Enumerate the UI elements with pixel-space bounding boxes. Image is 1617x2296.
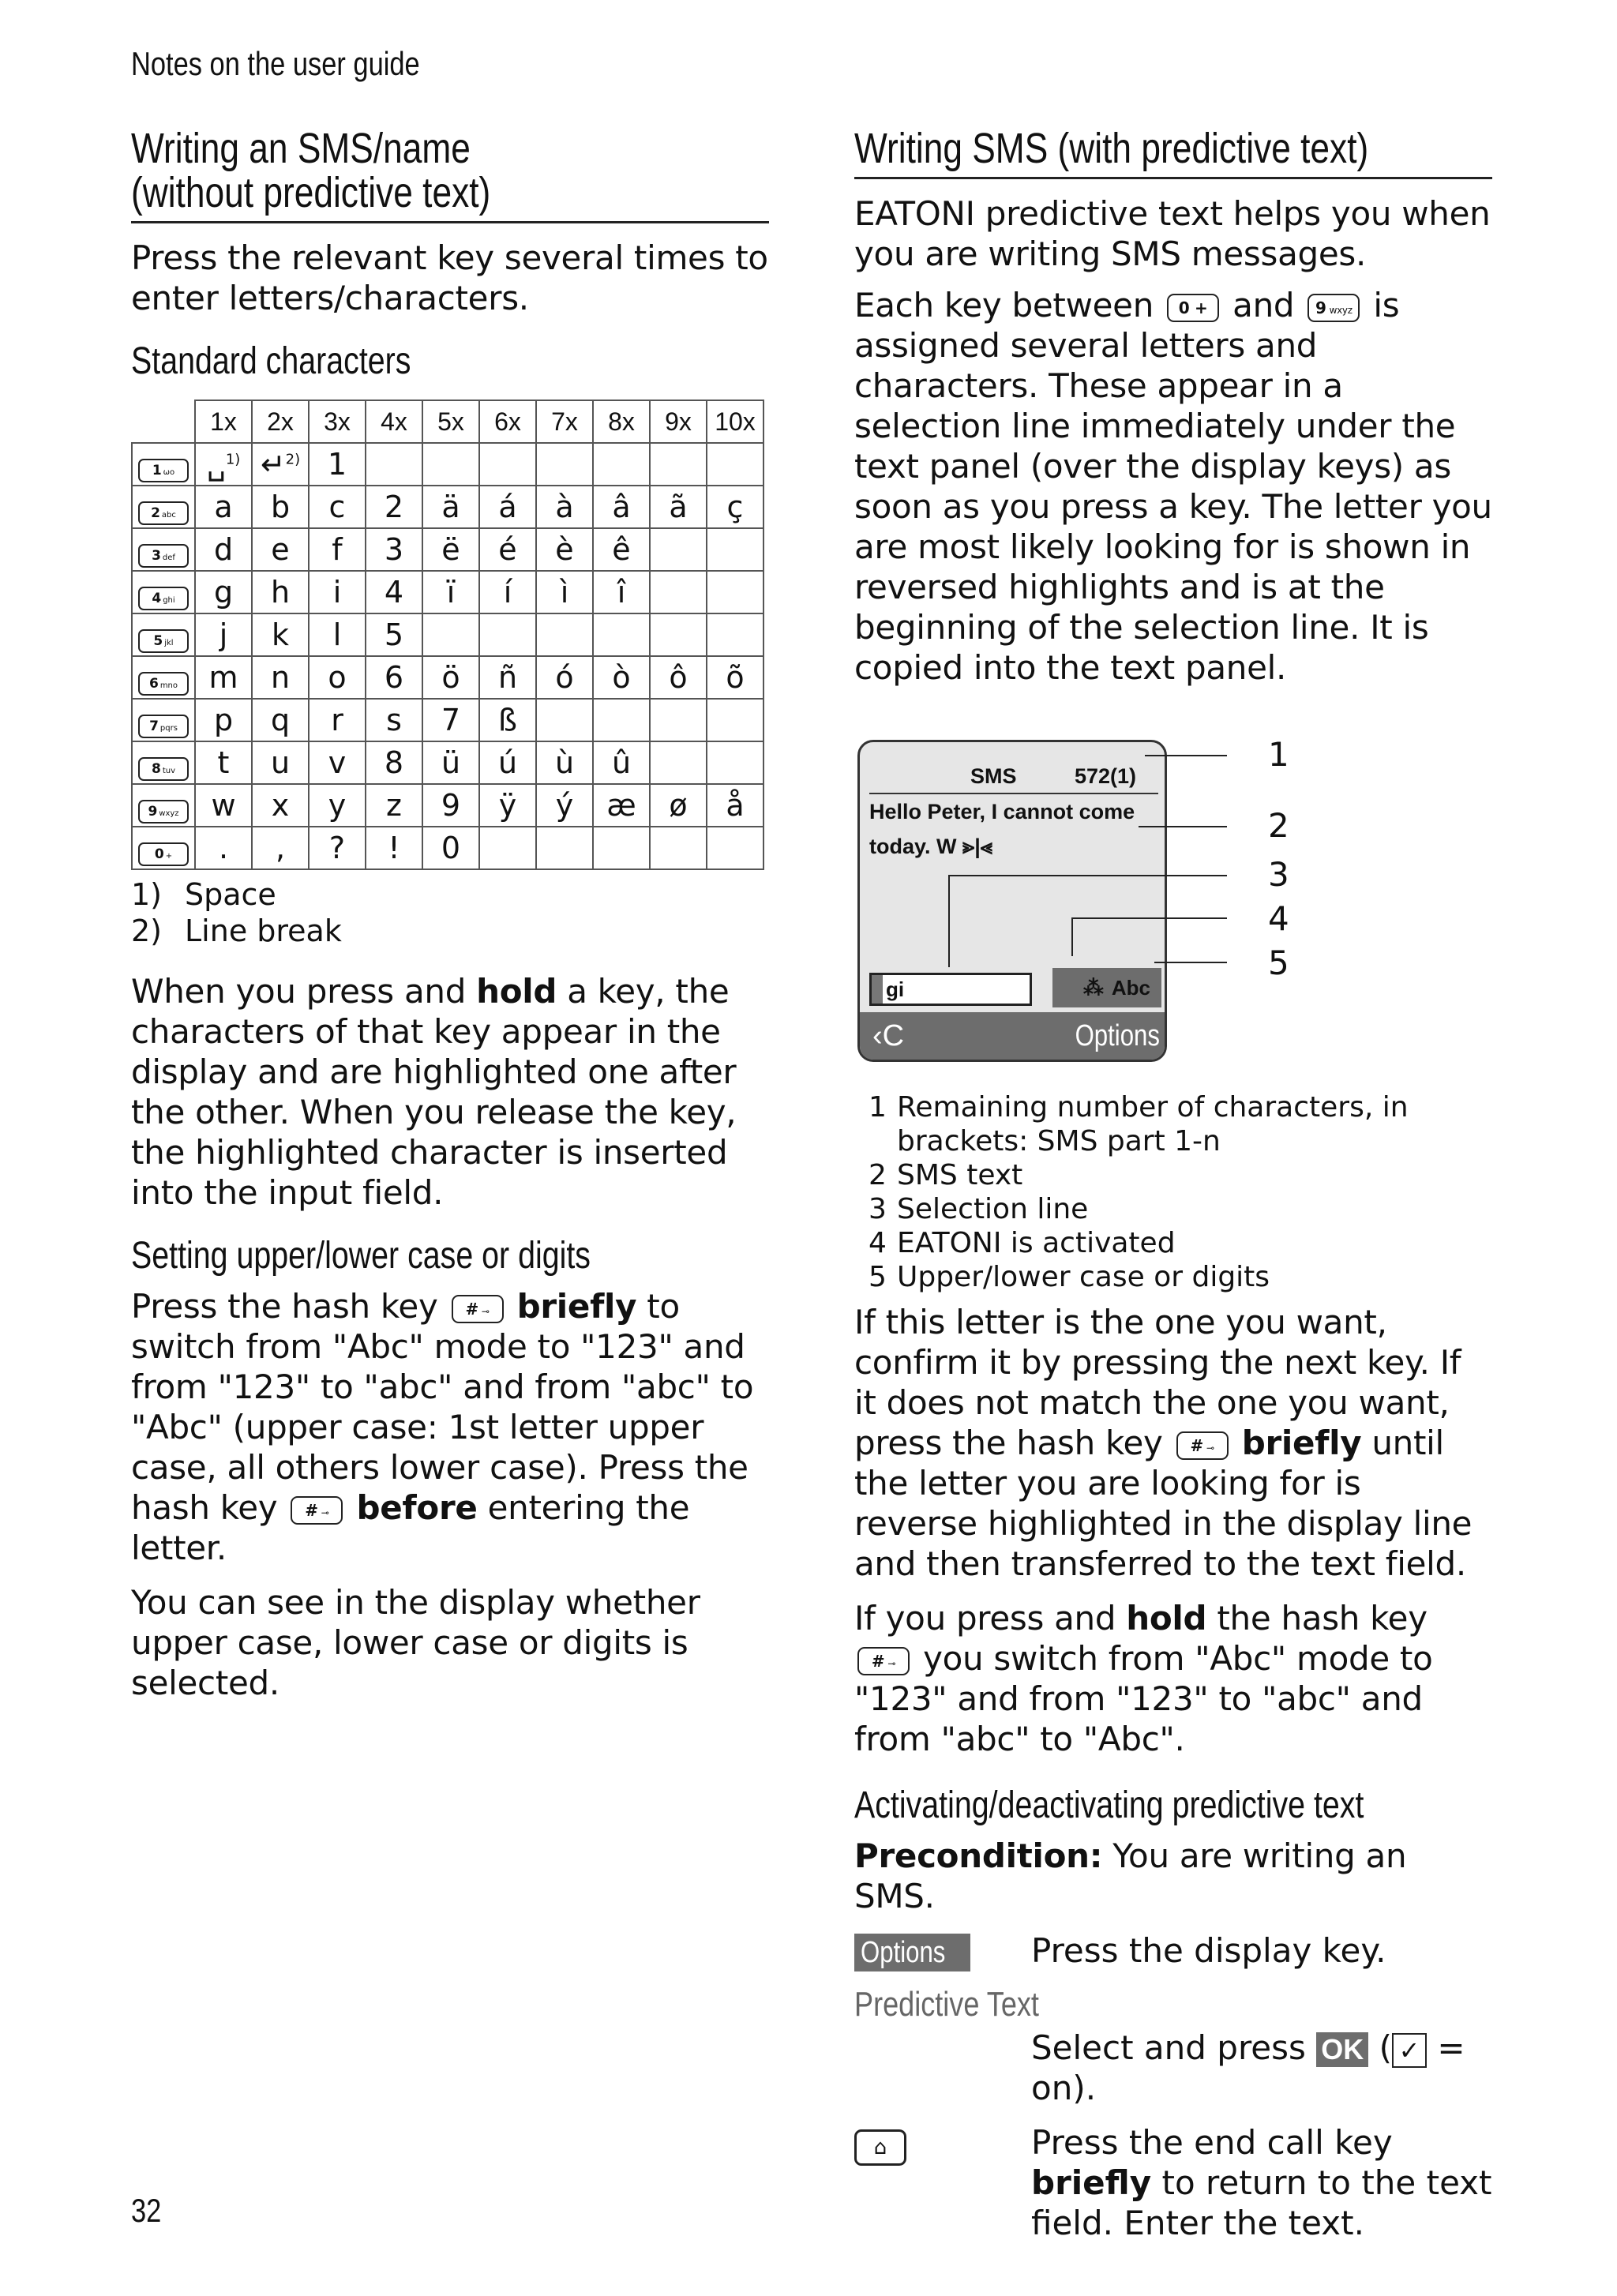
char-cell: e xyxy=(252,528,309,571)
char-cell: 5 xyxy=(366,613,422,656)
nine-key-icon: 9 wxyz xyxy=(1307,294,1360,322)
table-row xyxy=(132,613,763,656)
phone-key-icon: 1 ωο xyxy=(138,459,189,482)
hash-key-icon: # ⊸ xyxy=(291,1496,343,1525)
char-cell: ä xyxy=(422,486,479,528)
char-cell xyxy=(650,699,707,741)
char-cell: å xyxy=(707,784,763,827)
char-cell: í xyxy=(479,571,536,613)
char-cell: â xyxy=(593,486,650,528)
char-cell xyxy=(536,443,593,486)
right-section-title: Writing SMS (with predictive text) xyxy=(854,126,1492,179)
char-cell: á xyxy=(479,486,536,528)
table-row xyxy=(132,699,763,741)
char-cell xyxy=(593,699,650,741)
cursor-icon: ⪢|⪡ xyxy=(956,835,993,858)
step-select: Select and press OK ( ✓ = on). xyxy=(1031,2028,1465,2107)
char-cell: î xyxy=(593,571,650,613)
char-cell: ! xyxy=(366,827,422,869)
left-section-title: Writing an SMS/name (without predictive text) xyxy=(131,126,769,223)
case-indicator: ⁂ Abc xyxy=(1052,968,1161,1007)
key-cell xyxy=(132,784,195,827)
table-row xyxy=(132,528,763,571)
char-cell xyxy=(707,827,763,869)
table-row xyxy=(132,656,763,699)
char-cell: s xyxy=(366,699,422,741)
keys-paragraph: Each key between 0 + and 9 wxyz is assigned several letters and characters. These appear in a selection line immediately under the text panel (over the display keys) as soon as you press a key. The letter you are most likely looking for is shown in reversed highlights and is at the beginning of the selection line. It is copied into the text panel. xyxy=(854,286,1492,687)
char-cell xyxy=(422,443,479,486)
activating-heading: Activating/deactivating predictive text xyxy=(854,1784,1364,1826)
header-cell: 3x xyxy=(309,400,366,443)
header-cell: 7x xyxy=(536,400,593,443)
char-cell xyxy=(707,528,763,571)
char-cell xyxy=(479,443,536,486)
char-cell: ö xyxy=(422,656,479,699)
char-cell: ì xyxy=(536,571,593,613)
char-cell: ê xyxy=(593,528,650,571)
table-header-row xyxy=(132,400,763,443)
char-cell xyxy=(536,613,593,656)
case-heading: Setting upper/lower case or digits xyxy=(131,1235,591,1277)
char-cell: ã xyxy=(650,486,707,528)
char-cell: p xyxy=(195,699,252,741)
char-cell: 7 xyxy=(422,699,479,741)
char-cell xyxy=(593,827,650,869)
char-cell: û xyxy=(593,741,650,784)
char-cell: 6 xyxy=(366,656,422,699)
header-cell: 6x xyxy=(479,400,536,443)
callout-number: 5 xyxy=(1268,944,1289,982)
character-table xyxy=(131,400,764,870)
char-cell: ü xyxy=(422,741,479,784)
key-cell xyxy=(132,443,195,486)
key-cell xyxy=(132,656,195,699)
header-cell: 4x xyxy=(366,400,422,443)
legend-item: 2 SMS text xyxy=(869,1159,1023,1191)
char-cell xyxy=(479,827,536,869)
char-cell: ó xyxy=(536,656,593,699)
char-cell xyxy=(422,613,479,656)
key-cell xyxy=(132,827,195,869)
phone-screen: SMS 572(1) Hello Peter, I cannot come today. W ⪢|⪡ gi ⁂ Abc ‹C Options xyxy=(857,740,1167,1062)
char-cell: b xyxy=(252,486,309,528)
char-cell: , xyxy=(252,827,309,869)
step-end-call: ⌂ Press the end call key briefly to return to the text field. Enter the text. xyxy=(854,2122,1492,2243)
char-cell: r xyxy=(309,699,366,741)
standard-characters-heading: Standard characters xyxy=(131,340,411,382)
callout-number: 1 xyxy=(1268,735,1289,774)
eatoni-intro-paragraph: EATONI predictive text helps you when you are writing SMS messages. xyxy=(854,194,1491,273)
char-cell xyxy=(650,827,707,869)
char-cell: k xyxy=(252,613,309,656)
phone-key-icon: 2 abc xyxy=(138,501,189,525)
sms-text: Hello Peter, I cannot come today. W ⪢|⪡ xyxy=(869,793,1158,864)
header-cell: 1x xyxy=(195,400,252,443)
char-cell: 2 xyxy=(366,486,422,528)
hash-key-icon: # ⊸ xyxy=(1176,1431,1229,1460)
char-cell xyxy=(650,741,707,784)
char-cell: ␣$^{1)}$ xyxy=(195,443,252,486)
phone-key-icon: 7 pqrs xyxy=(138,715,189,738)
key-cell xyxy=(132,699,195,741)
phone-key-icon: 3 def xyxy=(138,544,189,568)
footnote: 1) Space xyxy=(131,877,276,912)
hold-key-paragraph: When you press and hold a key, the characters of that key appear in the display and are highlighted one after the other. When you release the key, the highlighted character is inserted into the input field. xyxy=(131,972,737,1212)
hash-key-icon: # ⊸ xyxy=(857,1647,910,1675)
char-cell: w xyxy=(195,784,252,827)
char-cell: ò xyxy=(593,656,650,699)
options-key: Options xyxy=(1075,1019,1160,1052)
char-cell: ↵$^{2)}$ xyxy=(252,443,309,486)
callout-number: 2 xyxy=(1268,806,1289,845)
char-cell: j xyxy=(195,613,252,656)
key-cell xyxy=(132,741,195,784)
char-cell: õ xyxy=(707,656,763,699)
char-cell xyxy=(366,443,422,486)
char-cell: m xyxy=(195,656,252,699)
precondition-line: Precondition: You are writing an SMS. xyxy=(854,1836,1407,1915)
phone-key-icon: 9 wxyz xyxy=(138,800,189,823)
char-cell xyxy=(650,443,707,486)
back-key: ‹C xyxy=(872,1019,905,1052)
ok-key: OK xyxy=(1316,2032,1368,2067)
char-cell xyxy=(593,613,650,656)
step-options: Options Press the display key. xyxy=(854,1930,1492,1971)
char-cell: ? xyxy=(309,827,366,869)
phone-key-icon: 4 ghi xyxy=(138,587,189,610)
char-cell: ú xyxy=(479,741,536,784)
char-cell: ñ xyxy=(479,656,536,699)
case-paragraph: Press the hash key # ⊸ briefly to switch from "Abc" mode to "123" and from "123" to "abc" and from "abc" to "Abc" (upper case: 1st letter upper case, all others lower case). Press the hash key # ⊸ before entering the letter. xyxy=(131,1287,754,1567)
char-cell: æ xyxy=(593,784,650,827)
char-cell: 1 xyxy=(309,443,366,486)
char-cell: t xyxy=(195,741,252,784)
key-cell xyxy=(132,571,195,613)
table-row xyxy=(132,486,763,528)
table-row xyxy=(132,741,763,784)
char-cell: . xyxy=(195,827,252,869)
phone-key-icon: 0 + xyxy=(138,842,189,866)
header-cell: 10x xyxy=(707,400,763,443)
char-cell: a xyxy=(195,486,252,528)
char-cell xyxy=(707,699,763,741)
char-cell xyxy=(707,443,763,486)
checkbox-icon: ✓ xyxy=(1392,2033,1427,2068)
char-cell: 4 xyxy=(366,571,422,613)
char-cell: d xyxy=(195,528,252,571)
eatoni-icon: ⁂ xyxy=(1082,976,1104,1000)
char-cell: i xyxy=(309,571,366,613)
running-header: Notes on the user guide xyxy=(131,45,420,82)
phone-key-icon: 8 tuv xyxy=(138,757,189,781)
footnote: 2) Line break xyxy=(131,914,342,948)
char-cell: v xyxy=(309,741,366,784)
char-cell: 3 xyxy=(366,528,422,571)
char-cell: c xyxy=(309,486,366,528)
intro-paragraph: Press the relevant key several times to enter letters/characters. xyxy=(131,238,768,317)
char-cell: ý xyxy=(536,784,593,827)
legend-item: 4 EATONI is activated xyxy=(869,1227,1176,1259)
page-number: 32 xyxy=(131,2192,162,2229)
char-cell: é xyxy=(479,528,536,571)
char-cell: o xyxy=(309,656,366,699)
char-cell: x xyxy=(252,784,309,827)
char-cell: f xyxy=(309,528,366,571)
char-cell: y xyxy=(309,784,366,827)
char-cell: ô xyxy=(650,656,707,699)
table-footnotes xyxy=(131,876,769,949)
char-cell xyxy=(593,443,650,486)
phone-key-icon: 6 mno xyxy=(138,672,189,696)
table-row xyxy=(132,827,763,869)
char-cell: 9 xyxy=(422,784,479,827)
end-call-key-icon: ⌂ xyxy=(854,2129,906,2166)
legend-item: 3 Selection line xyxy=(869,1193,1089,1225)
confirm-paragraph: If this letter is the one you want, confirm it by pressing the next key. If it does not match the one you want, press the hash key # ⊸ briefly until the letter you are looking for is reverse highlighted in the display line and then transferred to the text field. xyxy=(854,1303,1473,1583)
char-cell: ï xyxy=(422,571,479,613)
table-row xyxy=(132,784,763,827)
char-cell: z xyxy=(366,784,422,827)
character-table-body xyxy=(132,443,763,869)
callout-number: 4 xyxy=(1268,899,1289,938)
left-column xyxy=(131,126,769,1703)
char-cell: h xyxy=(252,571,309,613)
zero-key-icon: 0 + xyxy=(1167,294,1219,322)
phone-display-illustration xyxy=(854,719,1617,1067)
selection-line: gi xyxy=(869,973,1032,1006)
char-cell: ø xyxy=(650,784,707,827)
callout-legend xyxy=(869,1090,1492,1294)
display-paragraph: You can see in the display whether upper case, lower case or digits is selected. xyxy=(131,1583,700,1702)
char-cell xyxy=(707,613,763,656)
char-cell xyxy=(650,613,707,656)
options-display-key: Options xyxy=(854,1934,970,1971)
char-cell: n xyxy=(252,656,309,699)
char-cell: g xyxy=(195,571,252,613)
callout-lines xyxy=(854,719,1617,1067)
char-cell: ÿ xyxy=(479,784,536,827)
legend-item: 5 Upper/lower case or digits xyxy=(869,1261,1270,1293)
char-cell: u xyxy=(252,741,309,784)
char-cell: l xyxy=(309,613,366,656)
header-cell: 5x xyxy=(422,400,479,443)
char-cell: è xyxy=(536,528,593,571)
menu-item-predictive-text: Predictive Text xyxy=(854,1985,1039,2024)
key-cell xyxy=(132,613,195,656)
table-row xyxy=(132,443,763,486)
phone-key-icon: 5 jkl xyxy=(138,629,189,653)
legend-item: 1 Remaining number of characters, in brackets: SMS part 1-n xyxy=(869,1091,1409,1157)
char-cell xyxy=(536,827,593,869)
char-cell: 8 xyxy=(366,741,422,784)
char-cell xyxy=(479,613,536,656)
char-cell: ç xyxy=(707,486,763,528)
char-cell: ß xyxy=(479,699,536,741)
char-cell xyxy=(707,571,763,613)
header-cell: 9x xyxy=(650,400,707,443)
key-cell xyxy=(132,528,195,571)
char-cell: q xyxy=(252,699,309,741)
callout-number: 3 xyxy=(1268,855,1289,894)
table-row xyxy=(132,571,763,613)
char-cell xyxy=(650,528,707,571)
char-cell: 0 xyxy=(422,827,479,869)
char-cell xyxy=(536,699,593,741)
header-cell: 2x xyxy=(252,400,309,443)
hash-key-icon: # ⊸ xyxy=(452,1295,504,1323)
header-cell: 8x xyxy=(593,400,650,443)
char-cell xyxy=(650,571,707,613)
hold-hash-paragraph: If you press and hold the hash key # ⊸ you switch from "Abc" mode to "123" and from "123" to "abc" and from "abc" to "Abc". xyxy=(854,1599,1433,1758)
char-cell: à xyxy=(536,486,593,528)
key-cell xyxy=(132,486,195,528)
char-cell: ù xyxy=(536,741,593,784)
char-cell xyxy=(707,741,763,784)
char-cell: ë xyxy=(422,528,479,571)
right-column xyxy=(854,126,1492,2243)
